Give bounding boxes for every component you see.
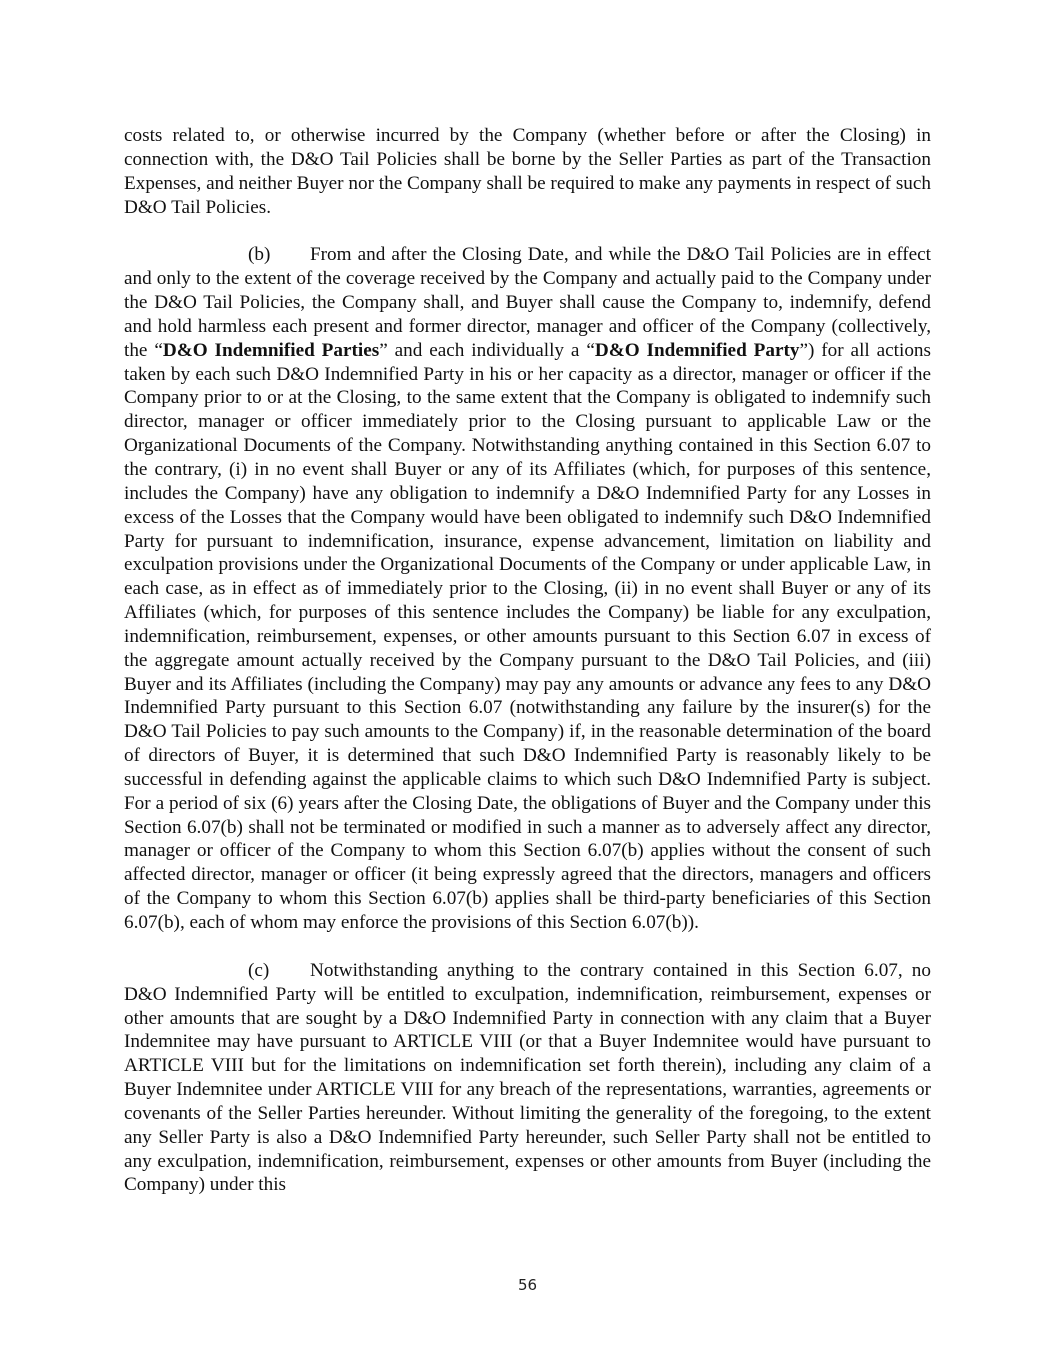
- paragraph-c-enumerator: (c): [248, 959, 270, 981]
- paragraph-b-text-part2: ” and each individually a “: [379, 339, 595, 361]
- paragraph-b: [124, 243, 931, 934]
- defined-term-d-o-indemnified-party: D&O Indemnified Party: [594, 339, 800, 361]
- paragraph-b-enumerator: (b): [248, 244, 271, 266]
- paragraph-b-text-part1: From and after the Closing Date, and while the D&O Tail Policies are in effect and only to the extent of the coverage received by the Company and actually paid to the Company under the D&O Tail Policies, the Company shall, and Buyer shall cause the Company to, indemnify, defend and hold harmless each present and former director, manager and officer of the Company (collectively, the “: [124, 244, 931, 361]
- defined-term-d-o-indemnified-parties: D&O Indemnified Parties: [162, 339, 380, 361]
- paragraph-b-text-part3: ”) for all actions taken by each such D&O Indemnified Party in his or her capacity as a director, manager or officer if the Company prior to or at the Closing, to the same extent that the Company is obligated to indemnify such director, manager or officer immediately prior to the Closing pursuant to applicable Law or the Organizational Documents of the Company. Notwithstanding anything contained in this Section 6.07 to the contrary, (i) in no event shall Buyer or any of its Affiliates (which, for purposes of this sentence, includes the Company) have any obligation to indemnify a D&O Indemnified Party for any Losses in excess of the Losses that the Company would have been obligated to indemnify such D&O Indemnified Party for pursuant to indemnification, insurance, expense advancement, limitation on liability and exculpation provisions under the Organizational Documents of the Company or under applicable Law, in each case, as in effect as of immediately prior to the Closing, (ii) in no event shall Buyer or any of its Affiliates (which, for purposes of this sentence includes the Company) be liable for any exculpation, indemnification, reimbursement, expenses, or other amounts pursuant to this Section 6.07 in excess of the aggregate amount actually received by the Company pursuant to the D&O Tail Policies, and (iii) Buyer and its Affiliates (including the Company) may pay any amounts or advance any fees to any D&O Indemnified Party pursuant to this Section 6.07 (notwithstanding any failure by the insurer(s) for the D&O Tail Policies to pay such amounts to the Company) if, in the reasonable determination of the board of directors of Buyer, it is determined that such D&O Indemnified Party is reasonably likely to be successful in defending against the applicable claims to which such D&O Indemnified Party is subject. For a period of six (6) years after the Closing Date, the obligations of Buyer and the Company under this Section 6.07(b) shall not be terminated or modified in such a manner as to adversely affect any director, manager or officer of the Company to whom this Section 6.07(b) applies without the consent of such affected director, manager or officer (it being expressly agreed that the directors, managers and officers of the Company to whom this Section 6.07(b) applies shall be third-party beneficiaries of this Section 6.07(b), each of whom may enforce the provisions of this Section 6.07(b)).: [124, 339, 931, 933]
- paragraph-a-continued: costs related to, or otherwise incurred by the Company (whether before or after the Closing) in connection with, the D&O Tail Policies shall be borne by the Seller Parties as part of the Transaction Expenses, and neither Buyer nor the Company shall be required to make any payments in respect of such D&O Tail Policies.: [124, 125, 931, 218]
- paragraph-c-text: Notwithstanding anything to the contrary contained in this Section 6.07, no D&O Indemnified Party will be entitled to exculpation, indemnification, reimbursement, expenses or other amounts that are sought by a D&O Indemnified Party in connection with any claim that a Buyer Indemnitee may have pursuant to ARTICLE VIII (or that a Buyer Indemnitee would have pursuant to ARTICLE VIII but for the limitations on indemnification set forth therein), including any claim of a Buyer Indemnitee under ARTICLE VIII for any breach of the representations, warranties, agreements or covenants of the Seller Parties hereunder. Without limiting the generality of the foregoing, to the extent any Seller Party is also a D&O Indemnified Party hereunder, such Seller Party shall not be entitled to any exculpation, indemnification, reimbursement, expenses or other amounts from Buyer (including the Company) under this: [124, 959, 931, 1196]
- page-number: 56: [517, 1276, 538, 1294]
- paragraph-c: [124, 959, 931, 1197]
- document-page: [124, 124, 931, 1197]
